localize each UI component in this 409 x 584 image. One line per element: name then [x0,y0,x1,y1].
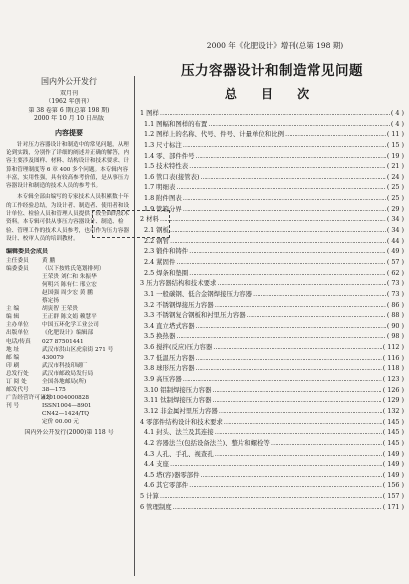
staff-role [6,281,42,289]
staff-row [6,289,132,297]
toc-section-number: 2.2 [144,236,155,245]
toc-leader-dots [189,161,386,172]
contents-column [140,40,404,580]
toc-section-number: 1.9 [144,204,155,213]
staff-value: 武汉市邮政局发行局 [42,370,94,377]
toc-leader-dots [160,491,382,502]
toc-entry[interactable] [140,246,404,257]
summary-heading: 内容提要 [55,127,83,137]
toc-leader-dots [212,385,381,396]
toc-page-number: ( 118 ) [382,364,404,373]
toc-section-title: 封头、法兰及其连接 [156,428,214,437]
toc-section-title: 尺寸标注 [156,140,182,149]
toc-section-title: 明细表 [156,183,176,192]
toc-leader-dots [183,193,386,204]
toc-section-number: 3.7 [144,353,155,362]
staff-role: 编 辑 [6,314,20,321]
toc-page-number: ( 88 ) [386,311,404,320]
staff-row [6,378,132,386]
staff-row [6,265,132,273]
toc-section-number: 3.8 [144,364,155,373]
toc-section-number: 3.12 [144,406,159,415]
toc-page-number: ( 73 ) [386,289,404,298]
toc-section-title: 技术特性表 [156,162,189,171]
toc-entry[interactable] [140,172,404,183]
toc-section-title: 焊条和垫圈 [156,268,189,277]
toc-entry[interactable] [140,161,404,172]
toc-page-number: ( 19 ) [386,151,404,160]
toc-leader-dots [183,204,386,215]
footer-license: 国内外公开发行(2000)第 118 号 [24,428,114,436]
toc-entry[interactable] [140,459,404,470]
toc-section-title: 零、部件件号 [156,151,195,160]
staff-value: 黄 鹏 [42,257,56,264]
toc-entry[interactable] [140,363,404,374]
toc-section-number: 3.6 [144,343,155,352]
toc-section-title: 管理制度 [146,502,172,511]
toc-section-title: 紧固件 [156,257,176,266]
toc-entry[interactable] [140,289,404,300]
staff-row [6,362,132,370]
toc-section-title: 压力容器结构和技术要求 [146,279,217,288]
toc-section-number: 4.3 [144,449,155,458]
toc-entry[interactable] [140,300,404,311]
staff-value: 何明兴 陈有仁 邢立宏 [42,281,97,288]
toc-page-number: ( 34 ) [386,215,404,224]
toc-leader-dots [160,108,390,119]
toc-section-number: 4 [140,417,145,426]
staff-value: 4201004000828 [42,395,90,402]
toc-page-number: ( 145 ) [382,438,404,447]
toc-entry[interactable] [140,204,404,215]
masthead-column [6,76,132,576]
staff-role: 主任委员 [6,257,29,264]
toc-page-number: ( 132 ) [382,406,404,415]
staff-role: 邮发代号 [6,387,29,394]
toc-page-number: ( 129 ) [382,396,404,405]
toc-page-number: ( 171 ) [382,502,404,511]
staff-row [6,305,132,313]
toc-entry[interactable] [140,108,404,119]
toc-section-title: 图样 [146,109,159,117]
toc-section-title: 铝制焊接压力容器 [160,385,212,394]
toc-page-number: ( 57 ) [386,257,404,266]
toc-leader-dots [215,449,382,460]
toc-leader-dots [183,374,382,385]
toc-leader-dots [247,310,386,321]
toc-section-number: 3.4 [144,321,155,330]
staff-role: 邮 编 [6,354,20,361]
toc-entry[interactable] [140,278,404,289]
toc-section-number: 3.9 [144,375,155,384]
toc-section-title: 容器法兰(包括设备法兰)、整片和螺栓等 [156,438,270,447]
toc-section-number: 6 [140,502,145,511]
toc-section-number: 3.5 [144,332,155,341]
staff-value: 赵国强 周少宏 黄 鹏 [42,289,93,296]
toc-leader-dots [196,151,386,162]
toc-section-title: 换热器 [156,332,176,341]
toc-leader-dots [285,129,386,140]
toc-page-number: ( 157 ) [382,492,404,501]
staff-role [6,273,42,281]
toc-page-number: ( 112 ) [382,343,404,352]
toc-entry[interactable] [140,449,404,460]
publish-date: 2000 年 10 月 10 日出版 [33,115,105,123]
staff-row [6,370,132,378]
toc-section-number: 3.10 [144,385,159,394]
library-stamp [92,210,170,238]
staff-value: 武汉市洪山区虎泉街 271 号 [42,346,114,353]
main-title: 压力容器设计和制造常见问题 [181,63,363,79]
staff-value: 027 87501441 [42,338,84,345]
toc-section-title: 计算 [146,492,159,501]
toc-leader-dots [224,417,382,428]
toc-leader-dots [201,172,386,183]
publication-type: 国内外公开发行 [41,77,97,86]
toc-page-number: ( 4 ) [390,109,404,117]
committee-heading: 编辑委员会成员 [6,248,49,256]
staff-row [6,346,132,354]
toc-section-title: 钢板 [156,226,169,235]
staff-value: 定价 00.00 元 [42,419,79,426]
staff-row [6,394,132,402]
staff-value: 中国五环化学工业公司 [42,322,99,329]
toc-leader-dots [189,246,386,257]
toc-page-number: ( 145 ) [382,428,404,437]
summary-paragraph-2: 本专辑全部由编写的专家技术人员积累数十年的工作经验总结，为设计者、制造者、使用者和设计单位、检验人员和管理人员提供了较全面的技术资料。本专辑可供从事压力容器设计、制造、检验、管理工作的技术人员参考，也可作为压力容器设计、校审人员的培训教材。 [6,194,130,242]
staff-row [6,281,132,289]
toc-section-number: 3 [140,279,145,288]
toc-leader-dots [176,331,385,342]
toc-page-number: ( 49 ) [386,247,404,256]
toc-section-number: 3.3 [144,311,155,320]
staff-role [6,289,42,297]
toc-section-title: 管口表(接管表) [156,172,200,181]
toc-entry[interactable] [140,438,404,449]
toc-page-number: ( 116 ) [382,353,404,362]
toc-section-title: 钛制焊接压力容器 [160,396,212,405]
toc-page-number: ( 29 ) [386,204,404,213]
toc-section-number: 1.4 [144,151,155,160]
toc-page-number: ( 73 ) [386,279,404,288]
toc-section-number: 1.7 [144,183,155,192]
toc-section-title: 其它零部件 [156,481,189,490]
toc-page-number: ( 34 ) [386,226,404,235]
staff-role [6,418,42,426]
toc-leader-dots [189,268,386,279]
staff-value: CN42—1424/TQ [42,411,90,418]
toc-section-title: 人孔、手孔、视查孔 [156,449,214,458]
staff-value: 38—175 [42,387,66,394]
staff-row [6,418,132,426]
toc-leader-dots [176,182,385,193]
staff-role: 印 刷 [6,362,20,369]
toc-section-title: 支座 [156,460,169,469]
toc-leader-dots [170,225,386,236]
toc-leader-dots [170,459,382,470]
toc-entry[interactable] [140,225,404,236]
staff-row [6,386,132,394]
toc-section-number: 2.3 [144,247,155,256]
issue-line: 2000 年《化肥设计》增刊(总第 198 期) [206,41,344,50]
toc-section-title: 钢管 [156,236,169,245]
toc-leader-dots [217,278,385,289]
staff-value: 胡寅智 王荣贵 [42,306,78,313]
staff-value: 《化肥设计》编辑部 [42,330,94,337]
toc-section-title: 搅拌(反应)压力容器 [156,343,213,352]
toc-section-number: 5 [140,492,145,501]
toc-section-number: 2.1 [144,226,155,235]
toc-page-number: ( 149 ) [382,460,404,469]
volume-issue: 第 38 卷第 6 期(总第 198 期) [28,106,110,114]
toc-leader-dots [160,214,386,225]
toc-leader-dots [271,438,382,449]
toc-section-title: 低温压力容器 [156,353,195,362]
staff-role: 广告经营许可证号 [6,395,52,402]
staff-row [6,257,132,265]
staff-row [6,273,132,281]
staff-role: 出版单位 [6,330,29,337]
toc-entry[interactable] [140,129,404,140]
toc-section-number: 1.6 [144,172,155,181]
staff-row [6,321,132,329]
toc-section-number: 1.1 [144,119,155,128]
founded-year: （1962 年创刊） [45,98,93,106]
frequency: 双月刊 [59,90,78,97]
staff-value: 王荣贵 刘仁和 朱振华 [42,273,97,280]
toc-page-number: ( 11 ) [386,130,404,139]
toc-entry[interactable] [140,236,404,247]
toc-section-number: 1.8 [144,194,155,203]
toc-section-number: 3.2 [144,300,155,309]
toc-page-number: ( 156 ) [382,481,404,490]
toc-leader-dots [208,119,390,130]
toc-entry[interactable] [140,374,404,385]
toc-page-number: ( 24 ) [386,172,404,181]
staff-value: 全国各地邮局(所) [42,379,87,385]
staff-row [6,410,132,418]
toc-entry[interactable] [140,321,404,332]
staff-row [6,354,132,362]
toc-entry[interactable] [140,395,404,406]
toc-leader-dots [170,236,386,247]
toc-section-number: 1.3 [144,140,155,149]
toc-page-number: ( 149 ) [382,449,404,458]
toc-entry[interactable] [140,417,404,428]
staff-value: 蔡定扬 [42,298,60,305]
toc-entry[interactable] [140,140,404,151]
toc-section-title: 不锈钢复合钢板和衬里压力容器 [156,311,246,320]
toc-leader-dots [253,289,386,300]
toc-section-title: 零部件结构设计和技术要求 [146,417,223,426]
toc-leader-dots [215,427,382,438]
toc-page-number: ( 25 ) [386,194,404,203]
staff-role [6,410,42,418]
summary-paragraph-1: 针对压力容器设计和制造中的常见问题，从理论到实践，分别作了详细的阐述并正确的解答，内容主要涉及图样、材料、结构设计和技术要求、计算和管理制度等 6 章 400 多个问题。本专辑内容丰富，实用性强，具有较高参考价值，是从事压力容器设计和制造的技术人员的参考书。 [6,141,130,190]
toc-section-title: 锻件和铸件 [156,247,189,256]
toc-page-number: ( 62 ) [386,268,404,277]
toc-entry[interactable] [140,342,404,353]
toc-section-title: 图样上的名称、代号、件号、计量单位和比例 [156,130,284,139]
table-of-contents [140,108,404,512]
toc-entry[interactable] [140,257,404,268]
toc-entry[interactable] [140,151,404,162]
toc-entry[interactable] [140,310,404,321]
toc-section-number: 4.6 [144,481,155,490]
toc-leader-dots [219,406,382,417]
toc-page-number: ( 98 ) [386,332,404,341]
toc-page-number: ( 21 ) [386,162,404,171]
staff-role: 电话/传真 [6,338,31,345]
toc-section-number: 4.2 [144,438,155,447]
toc-section-title: 球形压力容器 [156,364,195,373]
toc-section-number: 3.11 [144,396,159,405]
toc-entry[interactable] [140,353,404,364]
toc-section-title: 直立塔式容器 [156,321,195,330]
toc-section-number: 2 [140,215,145,224]
toc-entry[interactable] [140,182,404,193]
toc-entry[interactable] [140,268,404,279]
staff-role [6,297,42,305]
toc-section-number: 3.1 [144,289,155,298]
staff-row [6,338,132,346]
toc-page-number: ( 4 ) [390,119,404,128]
toc-section-title: 附件图表 [156,194,182,203]
toc-leader-dots [215,300,386,311]
toc-entry[interactable] [140,502,404,513]
toc-section-number: 2.5 [144,268,155,277]
toc-leader-dots [173,502,382,513]
staff-value: 430079 [42,354,64,361]
toc-leader-dots [183,140,386,151]
toc-page-number: ( 44 ) [386,236,404,245]
toc-entry[interactable] [140,406,404,417]
toc-page-number: ( 86 ) [386,300,404,309]
toc-section-title: 高压容器 [156,375,182,384]
toc-page-number: ( 15 ) [386,140,404,149]
toc-page-number: ( 145 ) [382,417,404,426]
toc-page-number: ( 149 ) [382,470,404,479]
toc-section-number: 4.5 [144,470,155,479]
staff-list [6,257,132,427]
toc-leader-dots [212,395,381,406]
toc-entry[interactable] [140,385,404,396]
toc-section-number: 2.4 [144,257,155,266]
toc-section-title: 管箱分界 [156,204,182,213]
staff-row [6,297,132,305]
toc-section-title: 图幅和图样的布置 [156,119,208,128]
staff-role: 刊 号 [6,403,20,410]
toc-section-title: 非金属衬里压力容器 [160,406,218,415]
toc-section-title: 塔(容)器零部件 [156,470,200,479]
staff-role: 总发行处 [6,370,29,377]
staff-role: 编委委员 [6,265,29,272]
staff-value: ISSN1004—8901 [42,403,92,410]
staff-row [6,313,132,321]
toc-section-number: 4.4 [144,460,155,469]
toc-page-number: ( 126 ) [382,385,404,394]
toc-page-number: ( 123 ) [382,375,404,384]
staff-row [6,329,132,337]
staff-value: 武汉市科技印刷厂 [42,362,88,369]
toc-entry[interactable] [140,193,404,204]
toc-leader-dots [196,321,386,332]
toc-entry[interactable] [140,119,404,130]
toc-leader-dots [196,353,382,364]
toc-section-number: 1.5 [144,162,155,171]
staff-role: 地 址 [6,346,20,353]
toc-section-number: 1.2 [144,130,155,139]
toc-leader-dots [176,257,385,268]
staff-value: 王正群 陈文娟 赖慧平 [42,314,97,321]
toc-entry[interactable] [140,480,404,491]
column-divider [134,76,135,576]
toc-entry[interactable] [140,331,404,342]
toc-section-number: 1 [140,109,145,117]
toc-page-number: ( 90 ) [386,321,404,330]
toc-entry[interactable] [140,214,404,225]
staff-value: （以下按姓氏笔划排列） [42,265,105,272]
toc-leader-dots [213,342,381,353]
toc-entry[interactable] [140,427,404,438]
staff-role: 主办单位 [6,322,29,329]
toc-section-title: 一般碳钢、低合金钢焊接压力容器 [156,289,253,298]
toc-entry[interactable] [140,491,404,502]
toc-leader-dots [189,480,382,491]
toc-leader-dots [196,363,382,374]
toc-section-title: 材料 [146,215,159,224]
toc-title: 总 目 次 [224,87,320,101]
staff-role: 订 阅 处 [6,379,27,385]
toc-section-number: 4.1 [144,428,155,437]
toc-leader-dots [201,470,382,481]
toc-page-number: ( 25 ) [386,183,404,192]
toc-section-title: 不锈钢焊接压力容器 [156,300,214,309]
staff-row [6,402,132,410]
toc-entry[interactable] [140,470,404,481]
staff-role: 主 编 [6,306,20,313]
